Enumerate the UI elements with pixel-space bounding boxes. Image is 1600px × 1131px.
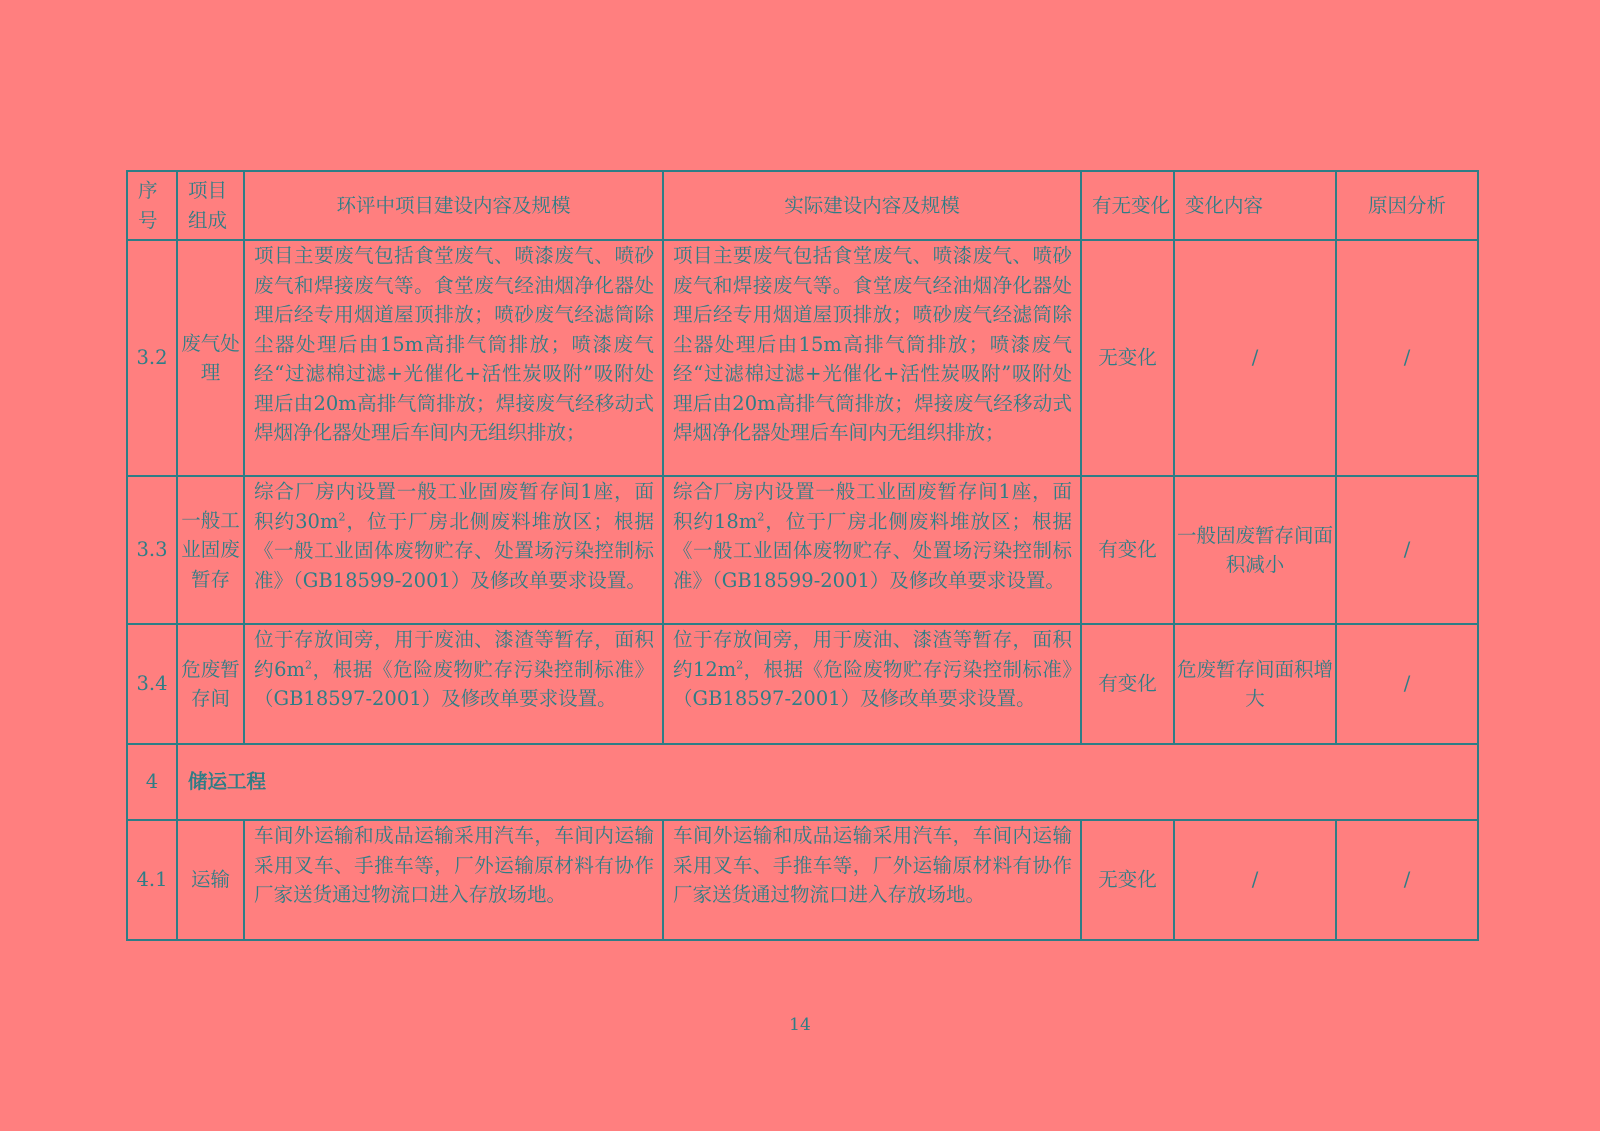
row-eia-content: 项目主要废气包括食堂废气、喷漆废气、喷砂废气和焊接废气等。食堂废气经油烟净化器处理后经专用烟道屋顶排放；喷砂废气经滤筒除尘器处理后由15m高排气筒排放；喷漆废气经“过滤棉过滤+光催化+活性炭吸附”吸附处理后由20m高排气筒排放；焊接废气经移动式焊烟净化器处理后车间内无组织排放； <box>244 240 663 476</box>
header-eia-content: 环评中项目建设内容及规模 <box>244 171 663 240</box>
section-row <box>127 744 1478 820</box>
header-actual-content: 实际建设内容及规模 <box>663 171 1081 240</box>
eia-superscript: 2 <box>338 510 346 523</box>
row-reason: / <box>1336 624 1478 744</box>
row-component: 一般工业固废暂存 <box>177 476 244 624</box>
row-component: 运输 <box>177 820 244 940</box>
row-reason: / <box>1336 240 1478 476</box>
row-change-content: 危废暂存间面积增大 <box>1174 624 1336 744</box>
row-actual-content: 项目主要废气包括食堂废气、喷漆废气、喷砂废气和焊接废气等。食堂废气经油烟净化器处理后经专用烟道屋顶排放；喷砂废气经滤筒除尘器处理后由15m高排气筒排放；喷漆废气经“过滤棉过滤+光催化+活性炭吸附”吸附处理后由20m高排气筒排放；焊接废气经移动式焊烟净化器处理后车间内无组织排放； <box>663 240 1081 476</box>
page-number: 14 <box>789 1015 811 1035</box>
table-header-row <box>127 171 1478 240</box>
comparison-table <box>126 170 1479 941</box>
row-actual-content <box>663 624 1081 744</box>
eia-text-a: 综合厂房内设置一般工业固废暂存间1座，面积约30m <box>254 480 654 533</box>
row-seq: 3.4 <box>127 624 177 744</box>
table-row <box>127 624 1478 744</box>
row-reason: / <box>1336 820 1478 940</box>
row-changed: 无变化 <box>1081 820 1174 940</box>
row-change-content: 一般固废暂存间面积减小 <box>1174 476 1336 624</box>
table-row <box>127 240 1478 476</box>
row-component: 危废暂存间 <box>177 624 244 744</box>
row-eia-content: 车间外运输和成品运输采用汽车，车间内运输采用叉车、手推车等，厂外运输原材料有协作厂家送货通过物流口进入存放场地。 <box>244 820 663 940</box>
actual-text-a: 综合厂房内设置一般工业固废暂存间1座，面积约18m <box>673 480 1072 533</box>
table-row <box>127 820 1478 940</box>
actual-text-b: ，位于厂房北侧废料堆放区；根据《一般工业固体废物贮存、处置场污染控制标准》（GB18599-2001）及修改单要求设置。 <box>673 509 1072 592</box>
eia-text-b: ，位于厂房北侧废料堆放区；根据《一般工业固体废物贮存、处置场污染控制标准》（GB18599-2001）及修改单要求设置。 <box>254 509 654 592</box>
actual-superscript: 2 <box>736 658 744 671</box>
actual-text-b: ，根据《危险废物贮存污染控制标准》（GB18597-2001）及修改单要求设置。 <box>673 657 1072 710</box>
row-eia-content <box>244 624 663 744</box>
row-eia-content <box>244 476 663 624</box>
section-seq: 4 <box>127 744 177 820</box>
row-changed: 有变化 <box>1081 624 1174 744</box>
header-reason: 原因分析 <box>1336 171 1478 240</box>
row-seq: 4.1 <box>127 820 177 940</box>
table-row <box>127 476 1478 624</box>
row-reason: / <box>1336 476 1478 624</box>
header-change-content: 变化内容 <box>1174 171 1336 240</box>
row-changed: 有变化 <box>1081 476 1174 624</box>
eia-superscript: 2 <box>305 658 313 671</box>
eia-text-a: 位于存放间旁，用于废油、漆渣等暂存，面积约6m <box>254 628 654 681</box>
section-title: 储运工程 <box>177 744 1478 820</box>
header-component: 项目组成 <box>177 171 244 240</box>
row-actual-content: 车间外运输和成品运输采用汽车，车间内运输采用叉车、手推车等，厂外运输原材料有协作厂家送货通过物流口进入存放场地。 <box>663 820 1081 940</box>
row-component: 废气处理 <box>177 240 244 476</box>
row-actual-content <box>663 476 1081 624</box>
header-seq: 序号 <box>127 171 177 240</box>
row-seq: 3.2 <box>127 240 177 476</box>
actual-superscript: 2 <box>757 510 765 523</box>
header-changed: 有无变化 <box>1081 171 1174 240</box>
row-change-content: / <box>1174 820 1336 940</box>
eia-text-b: ，根据《危险废物贮存污染控制标准》（GB18597-2001）及修改单要求设置。 <box>254 657 654 710</box>
row-seq: 3.3 <box>127 476 177 624</box>
row-change-content: / <box>1174 240 1336 476</box>
row-changed: 无变化 <box>1081 240 1174 476</box>
actual-text-a: 位于存放间旁，用于废油、漆渣等暂存，面积约12m <box>673 628 1072 681</box>
